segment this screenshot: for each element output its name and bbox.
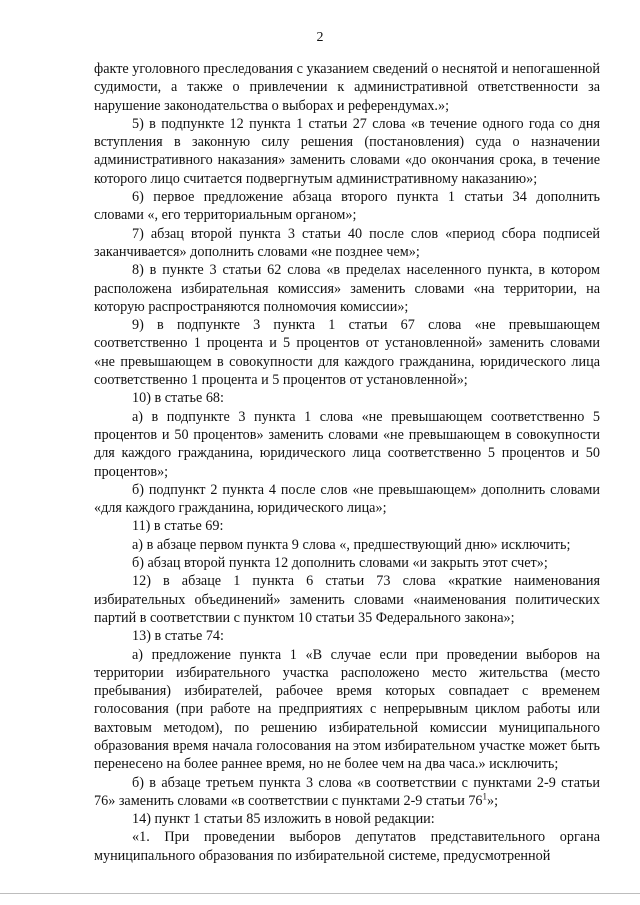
paragraph-text: а) предложение пункта 1 «В случае если при проведении выборов на территории избирательного участка расположено место жительства (место пребывания) избирателей, рабочее время которых совпадает с временем голосования (при работе на предприятиях с непрерывным циклом работы или вахтовым методом), по решению избирательной комиссии муниципального образования время начала голосования на этом избирательном участке может быть перенесено на более раннее время, но не более чем на два часа.» исключить; (94, 646, 600, 773)
paragraph (94, 828, 600, 865)
paragraph-text: а) в абзаце первом пункта 9 слова «, предшествующий дню» исключить; (132, 536, 571, 553)
paragraph-text: 13) в статье 74: (132, 628, 224, 645)
paragraph (94, 517, 600, 535)
paragraph-text: б) подпункт 2 пункта 4 после слов «не превышающем» дополнить словами «для каждого гражданина, юридического лица»; (94, 481, 600, 517)
paragraph-text: б) в абзаце третьем пункта 3 слова «в соответствии с пунктами 2-9 статьи 76» заменить словами «в соответствии с пунктами 2-9 статьи 76 (94, 774, 600, 809)
paragraph-text: а) в подпункте 3 пункта 1 слова «не превышающем соответственно 5 процентов и 50 процентов» заменить словами «не превышающем в совокупности для каждого гражданина, юридического лица соответственно 5 процентов и 50 процентов»; (94, 408, 600, 480)
paragraph-text: 14) пункт 1 статьи 85 изложить в новой редакции: (132, 811, 435, 828)
paragraph-text: «1. При проведении выборов депутатов представительного органа муниципального образования по избирательной системе, предусмотренной (94, 829, 600, 864)
paragraph (94, 225, 600, 262)
paragraph (94, 536, 600, 554)
paragraph-text: 12) в абзаце 1 пункта 6 статьи 73 слова «краткие наименования избирательных объединений» заменить словами «наименования политических партий в соответствии с пунктом 10 статьи 35 Федерального закона»; (94, 573, 600, 626)
paragraph-text: б) абзац второй пункта 12 дополнить словами «и закрыть этот счет»; (132, 555, 548, 572)
paragraph (94, 554, 600, 572)
page-number: 2 (316, 30, 324, 45)
paragraph-text: 11) в статье 69: (132, 518, 224, 535)
paragraph (94, 408, 600, 481)
paragraph (94, 646, 600, 774)
paragraph (94, 481, 600, 518)
paragraph-text: 8) в пункте 3 статьи 62 слова «в пределах населенного пункта, в котором расположена избирательная комиссия» заменить словами «на территории, на которую распространяются полномочия комиссии»; (94, 262, 600, 315)
superscript: 1 (482, 791, 488, 802)
paragraph-text: 10) в статье 68: (132, 390, 224, 407)
paragraph-text: факте уголовного преследования с указанием сведений о неснятой и непогашенной судимости, а также о привлечении к административной ответственности за нарушение законодательства о выборах и референдумах.»; (94, 61, 600, 114)
paragraph (94, 572, 600, 627)
paragraph (94, 188, 600, 225)
paragraph (94, 774, 600, 811)
paragraph-text-tail: »; (487, 792, 499, 809)
paragraph (94, 810, 600, 828)
paragraph (94, 316, 600, 389)
paragraph-text: 5) в подпункте 12 пункта 1 статьи 27 слова «в течение одного года со дня вступления в законную силу решения (постановления) суда о назначении административного наказания» заменить словами «до окончания срока, в течение которого лицо считается подвергнутым административному наказанию»; (94, 115, 600, 187)
paragraph (94, 627, 600, 645)
paragraph-text: 9) в подпункте 3 пункта 1 статьи 67 слова «не превышающем соответственно 1 процента и 5 процентов от установленной» заменить словами «не превышающем в совокупности для каждого гражданина, юридического лица соответственно 1 процента и 5 процентов от установленной»; (94, 317, 600, 389)
paragraph-text: 6) первое предложение абзаца второго пункта 1 статьи 34 дополнить словами «, его территориальным органом»; (94, 189, 600, 224)
page-bottom-edge (0, 893, 640, 894)
paragraph (94, 389, 600, 407)
paragraph (94, 261, 600, 316)
paragraph (94, 115, 600, 188)
document-body (94, 60, 600, 865)
paragraph-text: 7) абзац второй пункта 3 статьи 40 после слов «период сбора подписей заканчивается» дополнить словами «не позднее чем»; (94, 225, 600, 260)
paragraph (94, 60, 600, 115)
